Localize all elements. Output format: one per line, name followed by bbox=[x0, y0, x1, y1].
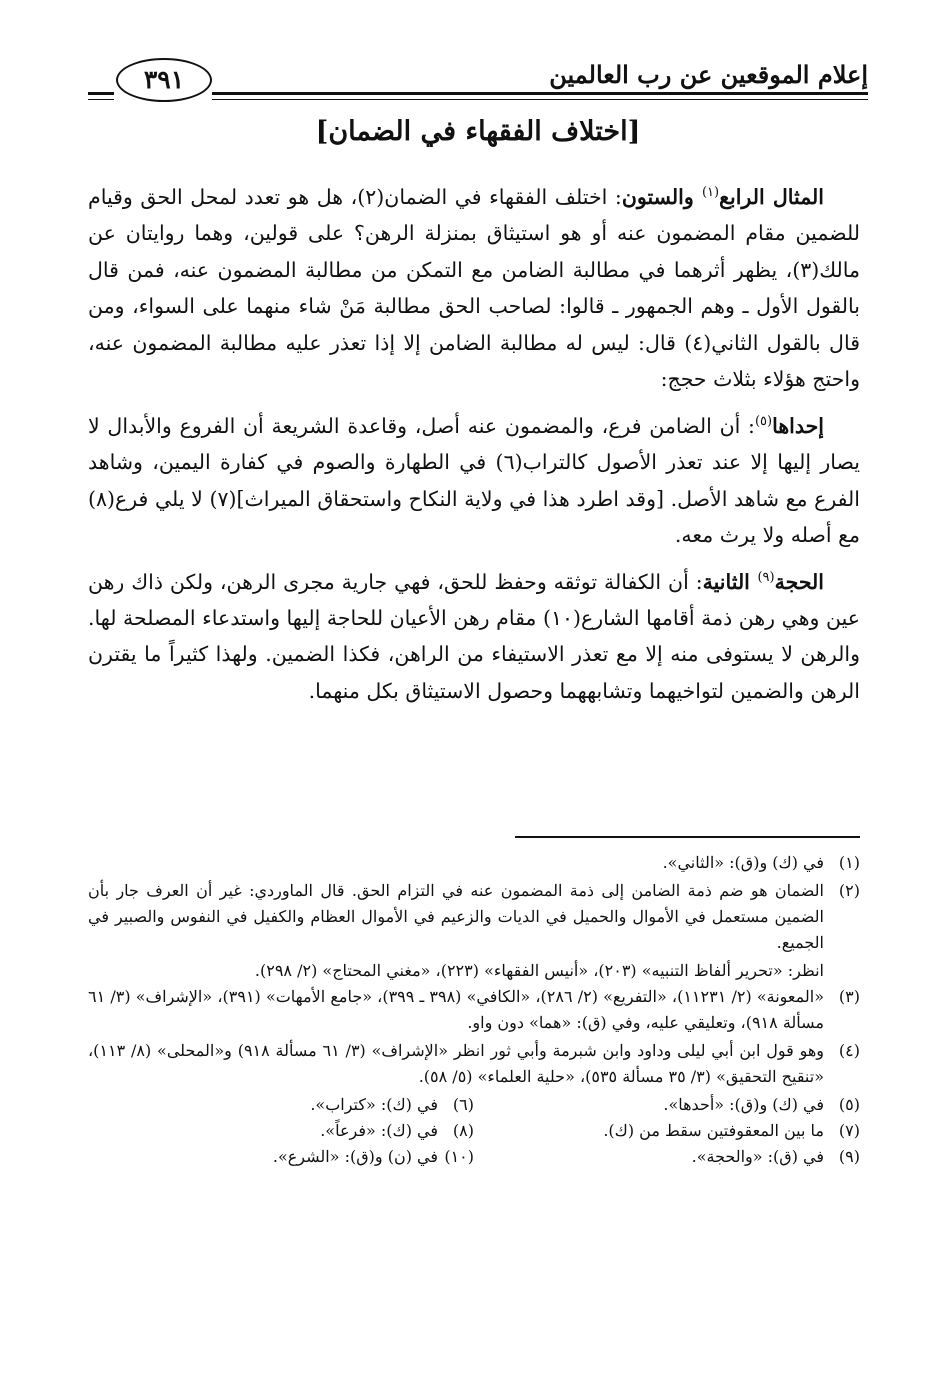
main-text bbox=[88, 175, 860, 715]
running-title: إعلام الموقعين عن رب العالمين bbox=[549, 60, 868, 89]
footnote bbox=[88, 1118, 474, 1144]
paragraph bbox=[88, 404, 860, 554]
page-header bbox=[88, 54, 868, 102]
paragraph-lead: الحجة bbox=[774, 569, 824, 594]
footnote-row bbox=[88, 1144, 860, 1170]
footnote bbox=[474, 1092, 860, 1118]
footnote-text: «المعونة» (٢/ ١١٢٣١)، «التفريع» (٢/ ٢٨٦)، «الكافي» (٣٩٨ ـ ٣٩٩)، «جامع الأمهات» (٣٩١)، «الإشراف» (٣/ ٦١ مسألة ٩١٨)، وتعليقي عليه، وفي (ق): «هما» دون واو. bbox=[88, 987, 825, 1032]
footnote-text: في (ك) و(ق): «الثاني». bbox=[662, 853, 824, 872]
footnote bbox=[88, 1144, 474, 1170]
footnote-number: (١٠) bbox=[444, 1147, 474, 1166]
footnotes bbox=[88, 850, 860, 1170]
footnote bbox=[474, 1118, 860, 1144]
paragraph-text: : أن الضامن فرع، والمضمون عنه أصل، وقاعدة الشريعة أن الفروع والأبدال لا يصار إليها إلا عند تعذر الأصول كالتراب(٦) في الطهارة والصوم في كفارة اليمين، وشاهد الفرع مع شاهد الأصل. [وقد اطرد هذا في ولاية النكاح واستحقاق الميراث](٧) لا يلي فرع(٨) مع أصله ولا يرث معه. bbox=[88, 413, 861, 548]
footnote-number: (٦) bbox=[452, 1095, 474, 1114]
footnote-number: (٤) bbox=[838, 1041, 860, 1060]
footnote-ref: (١) bbox=[701, 185, 720, 200]
footnote bbox=[88, 1092, 474, 1118]
footnote-text: في (ن) و(ق): «الشرع». bbox=[272, 1147, 438, 1166]
footnote-continuation: انظر: «تحرير ألفاظ التنبيه» (٢٠٣)، «أنيس الفقهاء» (٢٢٣)، «مغني المحتاج» (٢/ ٢٩٨). bbox=[254, 961, 824, 980]
paragraph-lead: المثال الرابع bbox=[719, 184, 824, 209]
paragraph-text: : أن الكفالة توثقه وحفظ للحق، فهي جارية مجرى الرهن، ولكن ذاك رهن عين وهي رهن ذمة أقامها الشارع(١٠) مقام رهن الأعيان للحاجة إليها واستدعاء المصلحة لها. والرهن لا يستوفى منه إلا مع تعذر الاستيفاء من الراهن، فكذا الضمين. ولهذا كثيراً ما يقترن الرهن والضمين لتواخيهما وتشابههما وحصول الاستيثاق بكل منهما. bbox=[88, 569, 860, 703]
page-number: ٣٩١ bbox=[116, 58, 212, 102]
footnote bbox=[474, 1144, 860, 1170]
footnote-divider bbox=[515, 836, 860, 838]
paragraph bbox=[88, 560, 860, 710]
footnote-number: (٨) bbox=[452, 1121, 474, 1140]
footnote-text: في (ق): «والحجة». bbox=[691, 1147, 824, 1166]
paragraph-text: : اختلف الفقهاء في الضمان(٢)، هل هو تعدد لمحل الحق وقيام للضمين مقام المضمون عنه أو هو استيثاق بمنزلة الرهن؟ على قولين، وهما روايتان عن مالك(٣)، يظهر أثرهما في مطالبة الضامن مع التمكن من مطالبة المضمون عنه، فمن قال بالقول الأول ـ وهم الجمهور ـ قالوا: لصاحب الحق مطالبة مَنْ شاء منهما على السواء، ومن قال بالقول الثاني(٤) قال: ليس له مطالبة الضامن إلا إذا تعذر عليه مطالبة المضمون عنه، واحتج هؤلاء بثلاث حجج: bbox=[88, 184, 860, 392]
footnote bbox=[88, 984, 860, 1036]
footnote-row bbox=[88, 1092, 860, 1118]
footnote-text: في (ك): «كتراب». bbox=[310, 1095, 438, 1114]
paragraph bbox=[88, 175, 860, 398]
paragraph-lead: إحداها bbox=[772, 413, 824, 438]
footnote-text: وهو قول ابن أبي ليلى وداود وابن شبرمة وأبي ثور انظر «الإشراف» (٣/ ٦١ مسألة ٩١٨) و«المحلى» (٨/ ١١٣)، «تنقيح التحقيق» (٣/ ٣٥ مسألة ٥٣٥)، «حلية العلماء» (٥/ ٥٨). bbox=[88, 1041, 825, 1086]
paragraph-lead-continued: والستون bbox=[621, 184, 702, 209]
footnote-text: ما بين المعقوفتين سقط من (ك). bbox=[603, 1121, 824, 1140]
footnote bbox=[88, 1038, 860, 1090]
footnote-number: (٣) bbox=[838, 987, 860, 1006]
footnote-ref: (٥) bbox=[754, 413, 773, 429]
footnote bbox=[88, 850, 860, 876]
footnote-number: (٥) bbox=[838, 1095, 860, 1114]
footnote-text: في (ك): «فرعاً». bbox=[320, 1121, 438, 1140]
footnote-number: (٢) bbox=[838, 881, 860, 900]
section-title: [اختلاف الفقهاء في الضمان] bbox=[315, 116, 641, 147]
footnote-text: في (ك) و(ق): «أحدها». bbox=[663, 1095, 824, 1114]
footnote-number: (٩) bbox=[838, 1147, 860, 1166]
footnote-text: الضمان هو ضم ذمة الضامن إلى ذمة المضمون عنه في التزام الحق. قال الماوردي: غير أن العرف جار بأن الضمين مستعمل في الأموال والحميل في الديات والزعيم في الأموال العظام والكفيل في النفوس والصبير في الجميع. bbox=[88, 881, 825, 952]
footnote-ref: (٩) bbox=[757, 569, 775, 585]
footnote bbox=[88, 878, 860, 956]
paragraph-lead-continued: الثانية bbox=[702, 569, 758, 594]
footnote-number: (٧) bbox=[838, 1121, 860, 1140]
footnote-number: (١) bbox=[838, 853, 860, 872]
footnote-row bbox=[88, 1118, 860, 1144]
